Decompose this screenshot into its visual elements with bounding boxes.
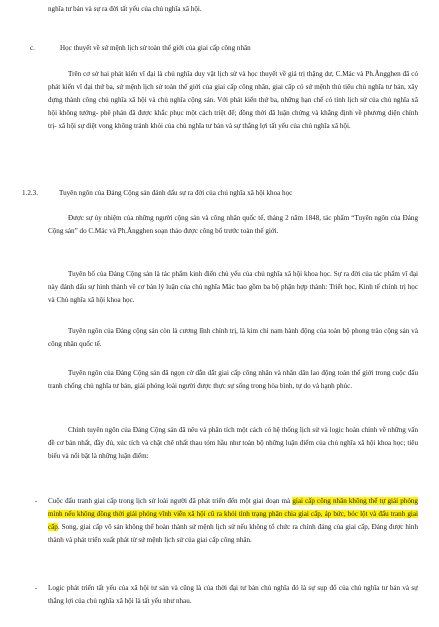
top-line: nghĩa tư bản và sự ra đời tất yếu của chủ nghĩa xã hội. bbox=[48, 5, 202, 13]
section-123-title: Tuyên ngôn của Đảng Cộng sản đánh dấu sự ra đời của chủ nghĩa xã hội khoa học bbox=[59, 189, 293, 197]
highlighted-text: giai cấp công nhân không thể tự giải phóng mình nếu không đồng thời giải phóng vĩnh viễn xã hội cũ ra khỏi tình trạng phân chia giai cấp, áp bức, bóc lột và đấu tranh giai cấp bbox=[48, 497, 418, 532]
bullet-item-2 bbox=[35, 582, 418, 608]
paragraph-3: Tuyên ngôn của Đảng cộng sản còn là cương lĩnh chính trị, là kim chỉ nam hành động của toàn bộ phong trào cộng sản và công nhân quốc tế. bbox=[48, 327, 418, 349]
paragraph-5: Chính tuyên ngôn của Đảng Cộng sản đã nêu và phân tích một cách có hệ thống lịch sử và logic hoàn chỉnh về những vấn đề cơ bản nhất, đầy đủ, xúc tích và chặt chẽ nhất thau tóm hầu như toàn bộ những luận điểm của chủ nghĩa xã hội khoa học; tiêu biểu và nổi bật là những luận điểm: bbox=[48, 426, 418, 461]
paragraph-2: Tuyên bố của Đảng Cộng sản là tác phẩm kinh điển chủ yếu của chủ nghĩa xã hội khoa học. Sự ra đời của tác phẩm vĩ đại này đánh dấu sự hình thành về cơ bản lý luận của chủ nghĩa Mác bao gồm ba bộ phận hợp thành: Triết học, Kinh tế chính trị học và Chủ nghĩa xã hội khoa học. bbox=[48, 270, 418, 305]
paragraph-1: Được sự ủy nhiệm của những người cộng sản và công nhân quốc tế, tháng 2 năm 1848, tác phẩm “Tuyên ngôn của Đảng Cộng sản” do C.Mác và Ph.Ăngghen soạn thảo được công bố trước toàn thế giới. bbox=[48, 214, 418, 236]
section-c-title: Học thuyết về sứ mệnh lịch sử toàn thế giới của giai cấp công nhân bbox=[60, 44, 251, 52]
section-c-marker: c. bbox=[30, 44, 35, 52]
paragraph-4: Tuyên ngôn của Đảng Cộng sản đã ngọn cờ dẫn dắt giai cấp công nhân và nhân dân lao động toàn thế giới trong cuộc đấu tranh chống chủ nghĩa tư bản, giải phóng loài người được thực sự sống trong hòa bình, tự do và hạnh phúc. bbox=[48, 369, 418, 391]
bullet-dash: - bbox=[35, 584, 38, 592]
bullet-dash: - bbox=[35, 497, 38, 505]
bullet-item-1 bbox=[35, 495, 418, 547]
bullet-text: Logic phát triển tất yếu của xã hội tư sản và cũng là của thời đại tư bản chủ nghĩa đó là sự sụp đổ của chủ nghĩa tư bản và sự thắng lợi của chủ nghĩa xã hội là tất yếu như nhau. bbox=[48, 584, 418, 606]
section-123-number: 1.2.3. bbox=[22, 189, 38, 197]
bullet-text: Cuộc đấu tranh giai cấp trong lịch sử loài người đã phát triển đến một giai đoạn mà giai cấp công nhân không thể tự giải phóng mình nếu không đồng thời giải phóng vĩnh viễn xã hội cũ ra khỏi tình trạng phân chia giai cấp, áp bức, bóc lột và đấu tranh giai cấp. Song, giai cấp vô sản không thể hoàn thành sứ mệnh lịch sử nếu không tổ chức ra chính đảng của giai cấp, Đảng được hình thành và phát triển xuất phát từ sứ mệnh lịch sử của giai cấp công nhân. bbox=[48, 497, 418, 545]
section-c-paragraph: Trên cơ sở hai phát kiến vĩ đại là chủ nghĩa duy vật lịch sử và học thuyết về giá trị thặng dư, C.Mác và Ph.Ăngghen đã có phát kiến vĩ đại thứ ba, sứ mệnh lịch sử toàn thế giới của giai cấp công nhân, giai cấp có sứ mệnh thủ tiêu chủ nghĩa tư bản, xây dựng thành công chủ nghĩa xã hội và chủ nghĩa cộng sản. Với phát kiến thứ ba, những hạn chế có tính lịch sử của chủ nghĩa xã hội không tưởng- phê phán đã được khắc phục một cách triệt để; đồng thời đã luận chứng và khẳng định về phương diện chính trị- xã hội sự diệt vong không tránh khỏi của chủ nghĩa tư bản và sự thắng lợi tất yếu của chủ nghĩa xã hội. bbox=[48, 70, 418, 131]
